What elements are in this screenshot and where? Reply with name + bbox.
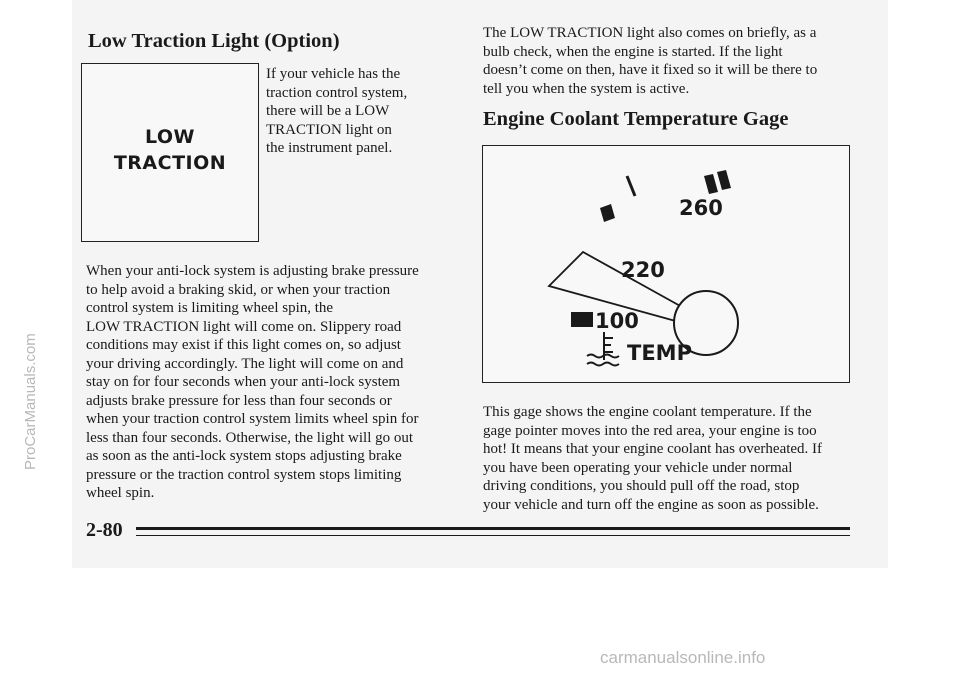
gauge-label-260: 260 [679,196,723,220]
low-traction-light-icon [81,63,259,242]
tick-icon [627,176,635,196]
footer-site-watermark: carmanualsonline.info [600,648,766,667]
right-body-line: hot! It means that your engine coolant has overheated. If [483,441,823,457]
coolant-gage-heading: Engine Coolant Temperature Gage [483,108,789,130]
side-watermark: ProCarManuals.com [22,333,39,470]
intro-line: the instrument panel. [266,140,393,156]
gauge-label-100: 100 [595,309,639,333]
page-number: 2-80 [86,519,123,541]
right-intro-line: bulb check, when the engine is started. If the light [483,44,783,60]
low-traction-heading: Low Traction Light (Option) [88,30,340,52]
body-line: conditions may exist if this light comes on, so adjust [86,337,401,353]
right-body-line: driving conditions, you should pull off the road, stop [483,478,800,494]
intro-line: TRACTION light on [266,122,392,138]
right-intro-line: doesn’t come on then, have it fixed so it will be there to [483,62,818,78]
intro-line: there will be a LOW [266,103,390,119]
body-line: to help avoid a braking skid, or when your traction [86,282,391,298]
low-traction-icon-line2: TRACTION [113,152,227,174]
cold-marker-icon [571,312,593,327]
body-line: your driving accordingly. The light will come on and [86,356,404,372]
diamond-tick-icon [600,204,615,222]
gauge-label-temp: TEMP [627,341,692,365]
right-body-line: This gage shows the engine coolant temperature. If the [483,404,812,420]
body-line: pressure or the traction control system stops limiting [86,467,402,483]
body-line: as soon as the anti-lock system stops adjusting brake [86,448,402,464]
body-line: when your traction control system limits wheel spin for [86,411,419,427]
coolant-temperature-gauge-illustration [482,145,850,383]
gauge-label-220: 220 [621,258,665,282]
right-body-line: gage pointer moves into the red area, your engine is too [483,423,817,439]
body-line: stay on for four seconds when your anti-lock system [86,374,401,390]
coolant-symbol-icon [587,332,619,366]
intro-line: traction control system, [266,85,408,101]
right-body-line: your vehicle and turn off the engine as soon as possible. [483,497,819,513]
footer-rule-thin [136,535,850,536]
body-line: control system is limiting wheel spin, the [86,300,334,316]
body-line: LOW TRACTION light will come on. Slippery road [86,319,402,335]
body-line: adjusts brake pressure for less than four seconds or [86,393,392,409]
low-traction-icon-line1: LOW [144,126,196,148]
gauge-drawing [483,146,849,382]
right-intro-line: The LOW TRACTION light also comes on briefly, as a [483,25,817,41]
body-line: less than four seconds. Otherwise, the light will go out [86,430,414,446]
intro-line: If your vehicle has the [266,66,401,82]
right-body-line: you have been operating your vehicle under normal [483,460,793,476]
body-line: wheel spin. [86,485,155,501]
red-zone-tick-icon [704,174,718,194]
right-intro-line: tell you when the system is active. [483,81,690,97]
body-line: When your anti-lock system is adjusting brake pressure [86,263,419,279]
footer-rule-thick [136,527,850,530]
red-zone-tick-icon [717,170,731,190]
